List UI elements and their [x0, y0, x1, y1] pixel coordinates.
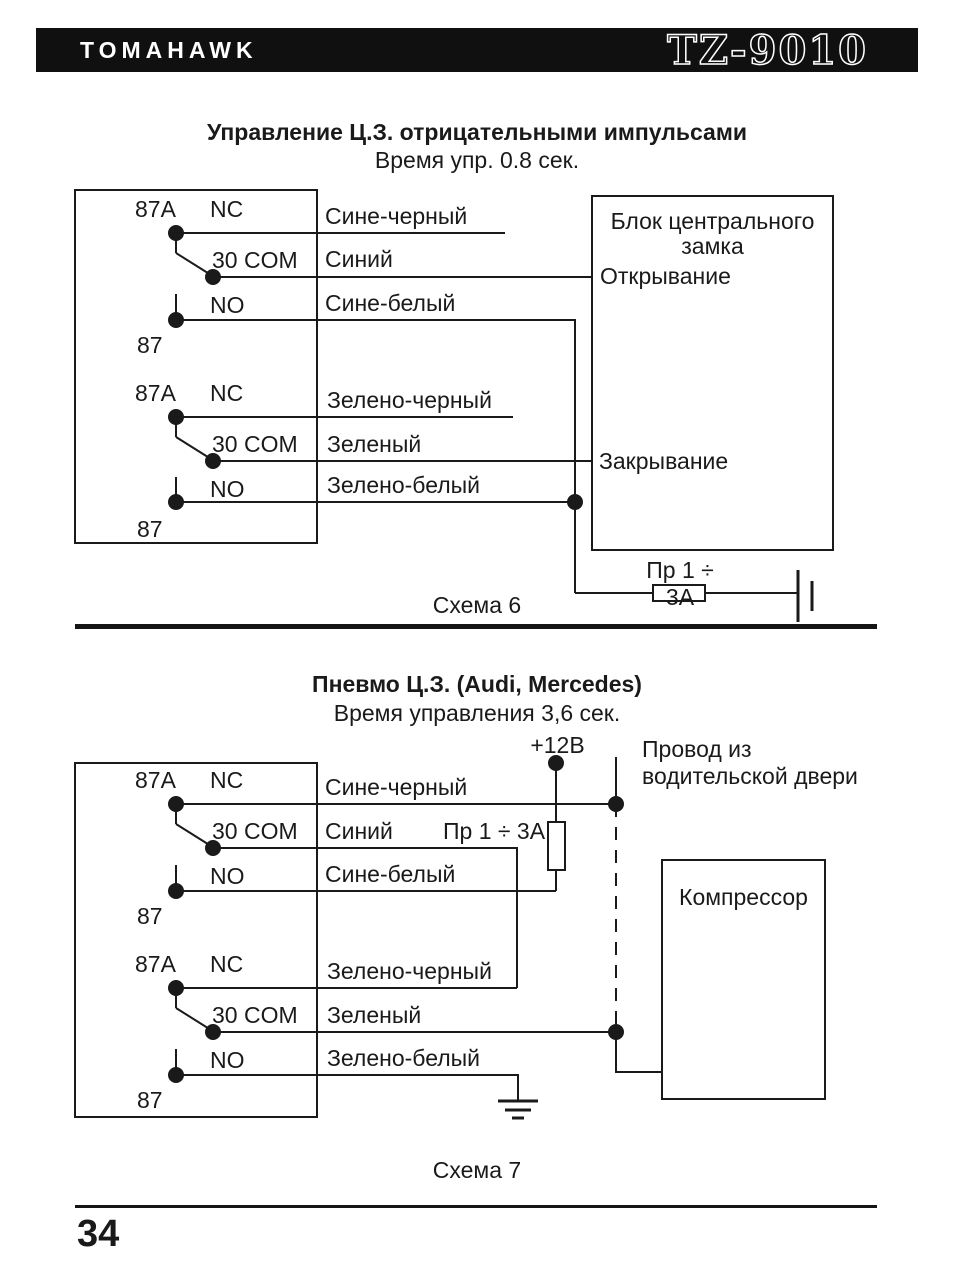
scheme6-caption: Схема 6: [432, 592, 522, 618]
plus12-label: +12В: [530, 732, 585, 758]
wire-label-blue: Синий: [325, 818, 393, 844]
relay-terminal-nc: NC: [210, 380, 244, 406]
scheme7-relay-box: [75, 763, 317, 1117]
central-lock-title-line2: замка: [681, 233, 744, 259]
relay-terminal-nc: NC: [210, 951, 244, 977]
wire-label-blue-black: Сине-черный: [325, 774, 468, 800]
relay-terminal-30com: 30 COM: [212, 247, 298, 273]
relay-terminal-30com: 30 COM: [212, 818, 298, 844]
wire-label-blue-black: Сине-черный: [325, 203, 468, 229]
scheme6-subtitle: Время упр. 0.8 сек.: [374, 147, 580, 173]
relay-terminal-87a: 87A: [135, 196, 176, 222]
relay-terminal-87: 87: [137, 903, 163, 929]
central-lock-open-label: Открывание: [600, 263, 731, 289]
relay-terminal-no: NO: [210, 863, 245, 889]
wire-label-green-white: Зелено-белый: [327, 1045, 481, 1071]
footer-rule: [75, 1205, 877, 1208]
relay-terminal-87a: 87A: [135, 380, 176, 406]
model-logo: TZ-9010: [667, 27, 868, 74]
relay-terminal-87a: 87A: [135, 951, 176, 977]
section-divider: [75, 624, 877, 629]
central-lock-close-label: Закрывание: [599, 448, 729, 474]
wire-label-green-black: Зелено-черный: [327, 387, 492, 413]
compressor-label: Компрессор: [679, 884, 808, 910]
brand-logo: TOMAHAWK: [80, 37, 258, 63]
relay-terminal-30com: 30 COM: [212, 1002, 298, 1028]
relay-terminal-no: NO: [210, 1047, 245, 1073]
fuse-label: Пр 1 ÷ 3А: [443, 818, 546, 844]
relay-terminal-nc: NC: [210, 767, 244, 793]
scheme7-subtitle: Время управления 3,6 сек.: [333, 700, 621, 726]
central-lock-title-line1: Блок центрального: [610, 208, 815, 234]
scheme7-title: Пневмо Ц.З. (Audi, Mercedes): [312, 671, 642, 697]
wire-label-green: Зеленый: [327, 431, 422, 457]
fuse-symbol: [548, 822, 565, 870]
ground-icon: [498, 1101, 538, 1118]
scheme6-title: Управление Ц.З. отрицательными импульсами: [206, 119, 748, 145]
relay-terminal-no: NO: [210, 292, 245, 318]
wire-label-blue: Синий: [325, 246, 393, 272]
junction-dot: [568, 495, 582, 509]
wire-label-blue-white: Сине-белый: [325, 861, 456, 887]
page-number: 34: [77, 1213, 120, 1255]
relay-terminal-87: 87: [137, 332, 163, 358]
wire-label-green-white: Зелено-белый: [327, 472, 481, 498]
wire-label-blue-white: Сине-белый: [325, 290, 456, 316]
relay-terminal-87: 87: [137, 1087, 163, 1113]
scheme7-caption: Схема 7: [432, 1157, 522, 1183]
relay-terminal-87a: 87A: [135, 767, 176, 793]
wire-label-green-black: Зелено-черный: [327, 958, 492, 984]
junction-dot: [609, 797, 623, 811]
door-wire-label-line2: водительской двери: [642, 763, 858, 789]
relay-terminal-87: 87: [137, 516, 163, 542]
relay-terminal-no: NO: [210, 476, 245, 502]
wire-label-green: Зеленый: [327, 1002, 422, 1028]
scheme6-relay-box: [75, 190, 317, 543]
door-wire-label-line1: Провод из: [642, 736, 752, 762]
fuse-label: Пр 1 ÷ 3А: [646, 557, 714, 610]
relay-terminal-nc: NC: [210, 196, 244, 222]
relay-terminal-30com: 30 COM: [212, 431, 298, 457]
junction-dot: [609, 1025, 623, 1039]
